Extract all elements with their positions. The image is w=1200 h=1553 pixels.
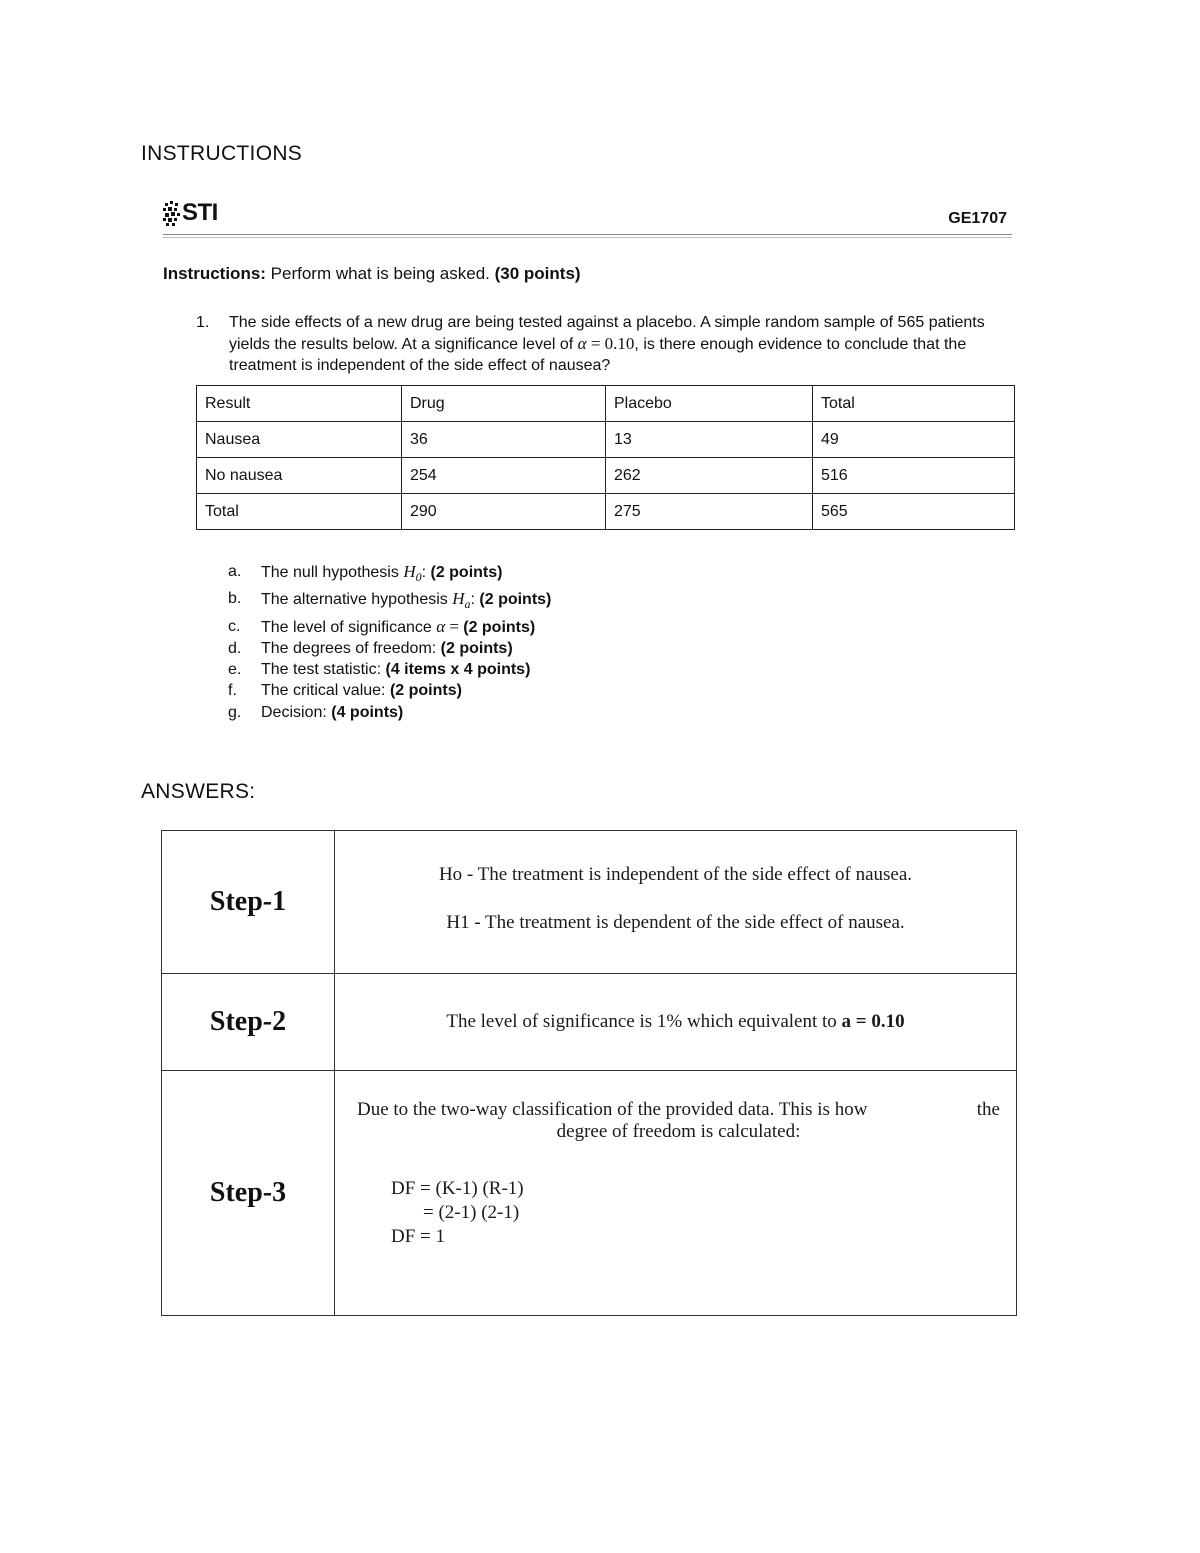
question-body xyxy=(229,312,1012,376)
sub-item-letter: e. xyxy=(228,661,242,679)
math-subscript: a xyxy=(464,597,471,612)
document-code: GE1707 xyxy=(948,210,1007,227)
table-cell: Nausea xyxy=(197,422,402,458)
question-text-part2: , is there enough evidence to conclude that the treatment is independent of the side effect of nausea? xyxy=(229,336,967,374)
sub-item-points: (4 points) xyxy=(331,703,404,721)
alternative-hypothesis: H1 - The treatment is dependent of the side effect of nausea. xyxy=(446,912,905,933)
significance-line xyxy=(335,1011,1016,1033)
sub-item-g xyxy=(228,702,551,723)
instructions-text: Perform what is being asked. xyxy=(265,264,495,283)
df-substitution: = (2-1) (2-1) xyxy=(423,1202,520,1223)
sub-item-colon: : xyxy=(421,564,431,581)
sub-item-d xyxy=(228,638,551,659)
table-header-cell: Result xyxy=(197,386,402,422)
sub-item-f xyxy=(228,680,551,701)
table-row xyxy=(197,458,1015,494)
step2-content xyxy=(335,974,1017,1071)
sub-item-c xyxy=(228,616,551,638)
sub-item-points: (2 points) xyxy=(440,639,513,657)
sub-item-text: The null hypothesis xyxy=(261,564,404,581)
sti-logo-text: STI xyxy=(182,199,218,226)
step1-content xyxy=(335,831,1017,974)
significance-text: The level of significance is 1% which equivalent to xyxy=(446,1011,842,1032)
df-explanation-left: Due to the two-way classification of the provided data. This is how xyxy=(357,1099,868,1120)
alpha-symbol: α xyxy=(577,334,587,353)
answer-row-step1 xyxy=(162,831,1017,974)
sub-question-list xyxy=(228,561,551,723)
table-header-row xyxy=(197,386,1015,422)
sub-item-points: (2 points) xyxy=(389,682,462,700)
table-cell: 49 xyxy=(813,422,1015,458)
step-label: Step-2 xyxy=(162,974,335,1071)
alpha-value: = 0.10 xyxy=(586,334,635,353)
sub-item-colon: : xyxy=(470,591,480,609)
table-row xyxy=(197,494,1015,530)
instructions-line xyxy=(163,264,581,284)
table-cell: 36 xyxy=(402,422,606,458)
table-cell: 275 xyxy=(606,494,813,530)
instructions-heading: INSTRUCTIONS xyxy=(141,142,303,165)
header-divider-secondary xyxy=(163,237,1012,238)
table-header-cell: Placebo xyxy=(606,386,813,422)
table-cell: No nausea xyxy=(197,458,402,494)
header-divider xyxy=(163,234,1012,235)
answers-heading: ANSWERS: xyxy=(141,780,256,803)
sub-item-e xyxy=(228,659,551,680)
sub-item-letter: f. xyxy=(228,682,237,700)
sub-item-letter: d. xyxy=(228,639,242,657)
sub-item-letter: g. xyxy=(228,703,242,721)
sub-item-letter: c. xyxy=(228,617,241,635)
table-cell: 290 xyxy=(402,494,606,530)
table-header-cell: Drug xyxy=(402,386,606,422)
table-cell: 516 xyxy=(813,458,1015,494)
sub-item-points: (4 items x 4 points) xyxy=(385,661,531,679)
table-cell: 13 xyxy=(606,422,813,458)
df-explanation-line2: degree of freedom is calculated: xyxy=(556,1121,801,1142)
table-row xyxy=(197,422,1015,458)
sub-item-letter: a. xyxy=(228,563,242,580)
sub-item-points: (2 points) xyxy=(430,564,503,581)
math-symbol: α xyxy=(436,616,446,636)
question-text-part1: The side effects of a new drug are being tested against a placebo. A simple random sample of 565 patients yields the results below. At a significance level of xyxy=(229,314,985,353)
question-number: 1. xyxy=(196,314,210,331)
answer-row-step3 xyxy=(162,1071,1017,1316)
sub-item-letter: b. xyxy=(228,590,242,608)
step3-content xyxy=(335,1071,1017,1316)
df-calculation xyxy=(391,1177,1000,1249)
table-cell: Total xyxy=(197,494,402,530)
answer-row-step2 xyxy=(162,974,1017,1071)
math-symbol: H xyxy=(452,589,465,609)
sti-logo-icon xyxy=(163,200,181,226)
sub-item-points: (2 points) xyxy=(479,591,552,609)
sub-item-text: The degrees of freedom: xyxy=(261,639,441,657)
sub-item-text: The level of significance xyxy=(261,618,437,636)
sub-item-text: The test statistic: xyxy=(261,661,386,679)
df-explanation-right: the xyxy=(976,1099,1000,1120)
df-formula: DF = (K-1) (R-1) xyxy=(391,1178,524,1199)
df-explanation-line1 xyxy=(357,1099,1000,1121)
instructions-label: Instructions: xyxy=(163,264,266,283)
sti-logo xyxy=(163,199,218,227)
sub-item-a xyxy=(228,561,551,588)
instructions-points: (30 points) xyxy=(494,264,581,283)
sub-item-points: (2 points) xyxy=(463,618,536,636)
table-cell: 262 xyxy=(606,458,813,494)
sub-item-b xyxy=(228,588,551,615)
significance-value: a = 0.10 xyxy=(841,1011,905,1032)
step-label: Step-3 xyxy=(162,1071,335,1316)
question-1 xyxy=(196,312,1012,376)
null-hypothesis: Ho - The treatment is independent of the side effect of nausea. xyxy=(438,864,913,885)
table-cell: 254 xyxy=(402,458,606,494)
table-header-cell: Total xyxy=(813,386,1015,422)
sub-item-text: Decision: xyxy=(261,703,332,721)
sub-item-text: The alternative hypothesis xyxy=(261,591,453,609)
sub-item-text: The critical value: xyxy=(261,682,390,700)
results-table xyxy=(196,385,1015,530)
math-symbol: H xyxy=(403,562,416,581)
table-cell: 565 xyxy=(813,494,1015,530)
math-equals: = xyxy=(445,616,464,636)
answers-table xyxy=(161,830,1017,1316)
df-result: DF = 1 xyxy=(391,1226,446,1247)
step-label: Step-1 xyxy=(162,831,335,974)
math-subscript: 0 xyxy=(415,570,422,585)
